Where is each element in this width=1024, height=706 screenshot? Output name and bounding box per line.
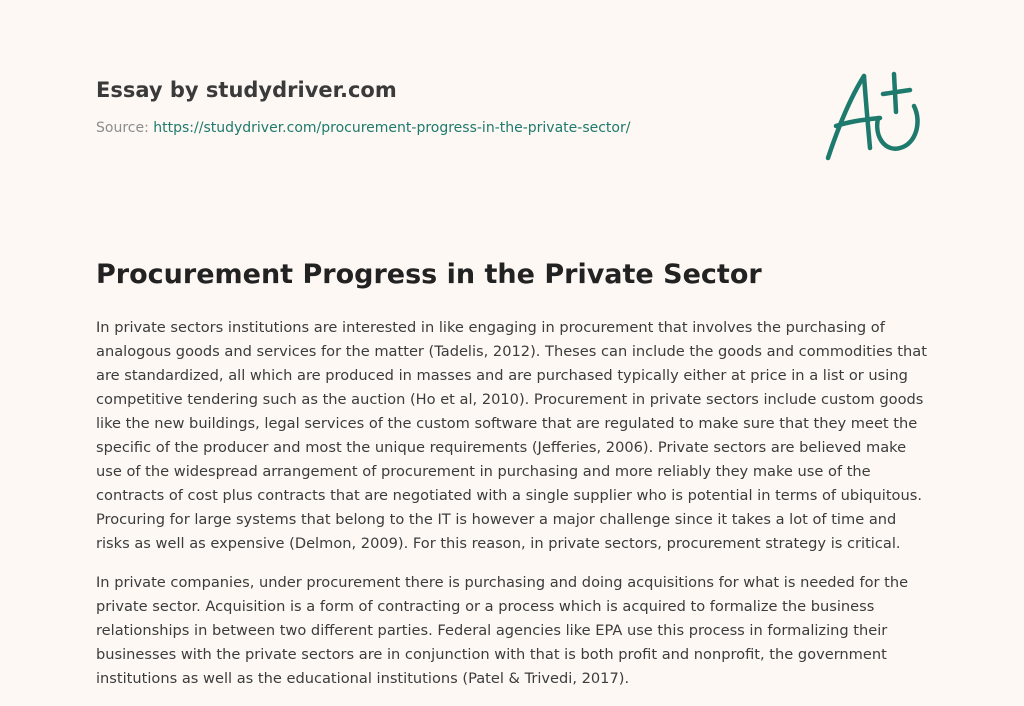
source-line: [96, 118, 796, 138]
essay-body: [96, 316, 932, 706]
essay-header: [96, 76, 796, 138]
source-link[interactable]: https://studydriver.com/procurement-progress-in-the-private-sector/: [153, 120, 631, 136]
essay-paragraph: In private sectors institutions are interested in like engaging in procurement that involves the purchasing of analogous goods and services for the matter (Tadelis, 2012). Theses can include the goods and commodities that are standardized, all which are produced in masses and are purchased typically either at price in a list or using competitive tendering such as the auction (Ho et al, 2010). Procurement in private sectors include custom goods like the new buildings, legal services of the custom software that are regulated to make sure that they meet the specific of the producer and most the unique requirements (Jefferies, 2006). Private sectors are believed make use of the widespread arrangement of procurement in purchasing and more reliably they make use of the contracts of cost plus contracts that are negotiated with a single supplier who is potential in terms of ubiquitous. Procuring for large systems that belong to the IT is however a major challenge since it takes a lot of time and risks as well as expensive (Delmon, 2009). For this reason, in private sectors, procurement strategy is critical.: [96, 319, 927, 552]
a-plus-grade-icon: [820, 68, 930, 168]
essay-by-heading: Essay by studydriver.com: [96, 78, 397, 102]
essay-title: Procurement Progress in the Private Sector: [96, 259, 762, 290]
source-label: Source:: [96, 120, 154, 136]
essay-paragraph: In private companies, under procurement there is purchasing and doing acquisitions for what is needed for the private sector. Acquisition is a form of contracting or a process which is acquired to formalize the business relationships in between two different parties. Federal agencies like EPA use this process in formalizing their businesses with the private sectors are in conjunction with that is both profit and nonprofit, the government institutions as well as the educational institutions (Patel & Trivedi, 2017).: [96, 574, 909, 687]
